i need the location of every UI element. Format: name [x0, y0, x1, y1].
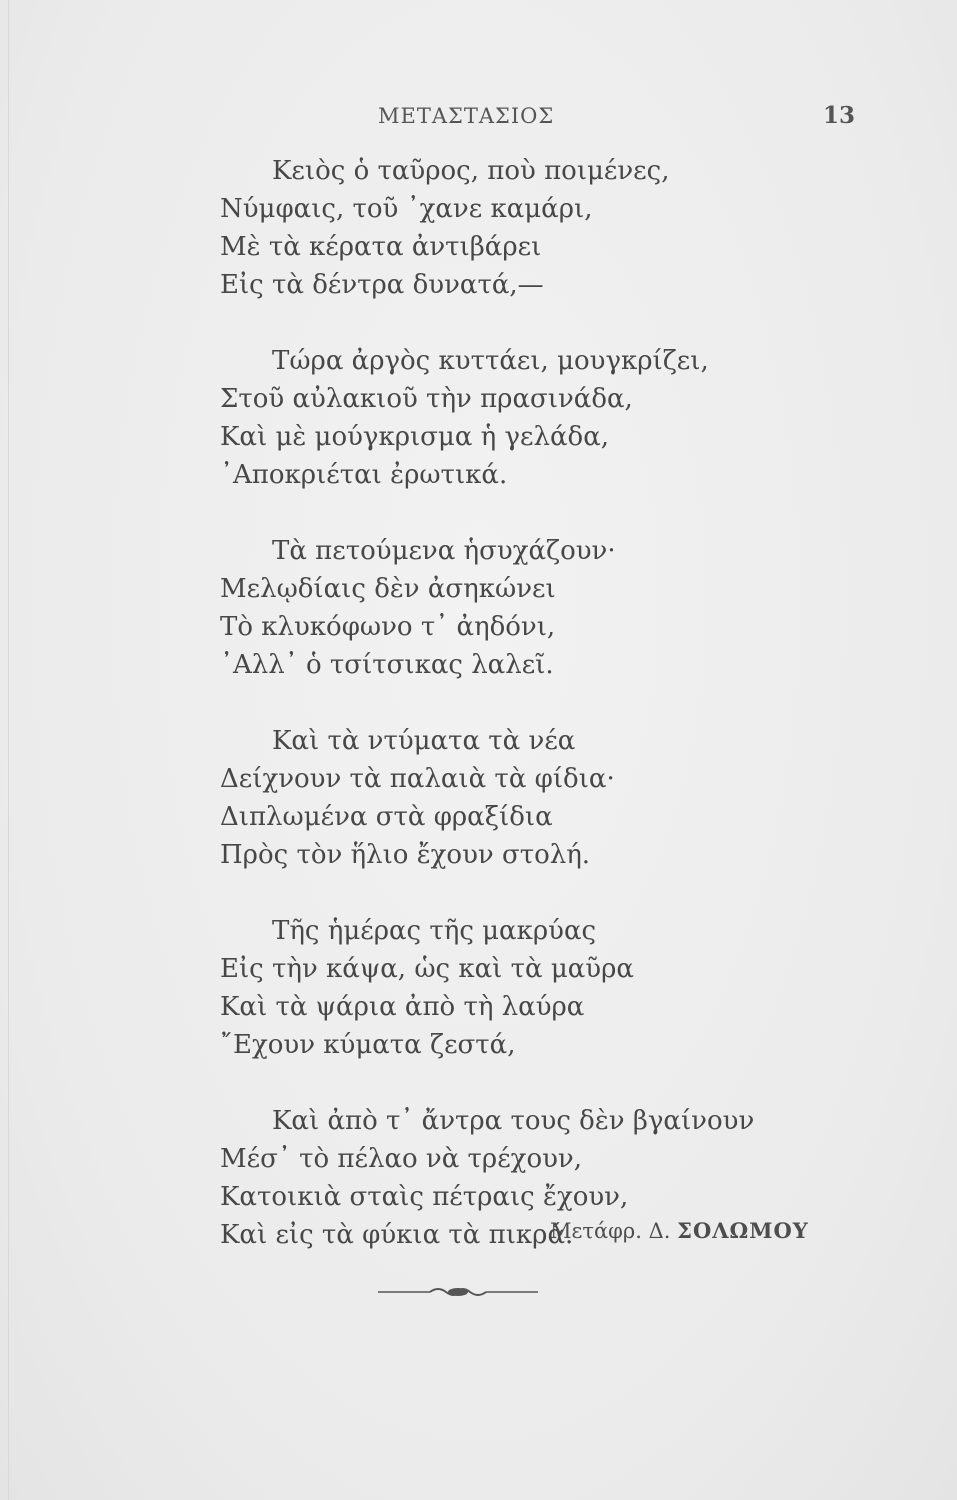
signature-prefix: Μετάφρ. Δ.: [550, 1219, 671, 1243]
poem-line: Τῆς ἡμέρας τῆς μακρύας: [272, 916, 597, 946]
poem-line: Τώρα ἀργὸς κυττάει, μουγκρίζει,: [272, 346, 709, 376]
poem-line: Νύμφαις, τοῦ ᾽χανε καμάρι,: [220, 194, 593, 224]
poem-line: Εἰς τὴν κάψα, ὡς καὶ τὰ μαῦρα: [220, 954, 634, 984]
poem-line: Διπλωμένα στὰ φραξίδια: [220, 802, 553, 832]
page-header: [0, 98, 957, 138]
poem-line: Καὶ μὲ μούγκρισμα ἡ γελάδα,: [220, 422, 610, 452]
poem-line: ᾿Αλλ᾽ ὁ τσίτσικας λαλεῖ.: [220, 650, 554, 680]
poem-line: Πρὸς τὸν ἥλιο ἔχουν στολή.: [220, 840, 591, 870]
page-number: 13: [823, 102, 856, 129]
poem-line: Τὰ πετούμενα ἡσυχάζουν·: [272, 536, 616, 566]
poem-line: Καὶ τὰ ψάρια ἀπὸ τὴ λαύρα: [220, 992, 585, 1022]
translator-signature: [550, 1218, 809, 1243]
poem-line: Κατοικιὰ σταὶς πέτραις ἔχουν,: [220, 1182, 629, 1212]
poem: [220, 152, 840, 1292]
poem-line: Καὶ τὰ ντύματα τὰ νέα: [272, 726, 576, 756]
stanza: [220, 152, 840, 304]
poem-line: Μὲ τὰ κέρατα ἀντιβάρει: [220, 232, 542, 262]
poem-line: Στοῦ αὐλακιοῦ τὴν πρασινάδα,: [220, 384, 633, 414]
poem-line: ῎Εχουν κύματα ζεστά,: [220, 1030, 516, 1060]
stanza: [220, 722, 840, 874]
poem-line: Καὶ ἀπὸ τ᾽ ἄντρα τους δὲν βγαίνουν: [272, 1106, 755, 1136]
poem-line: Τὸ κλυκόφωνο τ᾽ ἀηδόνι,: [220, 612, 556, 642]
stanza: [220, 342, 840, 494]
poem-line: Μελῳδίαις δὲν ἀσηκώνει: [220, 574, 556, 604]
poem-line: Εἰς τὰ δέντρα δυνατά,—: [220, 270, 544, 300]
poem-line: Κειὸς ὁ ταῦρος, ποὺ ποιμένες,: [272, 156, 670, 186]
stanza: [220, 532, 840, 684]
poem-line: Δείχνουν τὰ παλαιὰ τὰ φίδια·: [220, 764, 615, 794]
poem-line: Καὶ εἰς τὰ φύκια τὰ πικρά.: [220, 1220, 574, 1250]
poem-line: ᾿Αποκριέται ἐρωτικά.: [220, 460, 508, 490]
page-edge: [8, 0, 9, 1500]
signature-name: ΣΟΛΩΜΟΥ: [677, 1218, 809, 1243]
running-title: ΜΕΤΑΣΤΑΣΙΟΣ: [378, 104, 555, 128]
ornament-divider-icon: [378, 1282, 538, 1302]
poem-line: Μέσ᾽ τὸ πέλαο νὰ τρέχουν,: [220, 1144, 582, 1174]
stanza: [220, 912, 840, 1064]
